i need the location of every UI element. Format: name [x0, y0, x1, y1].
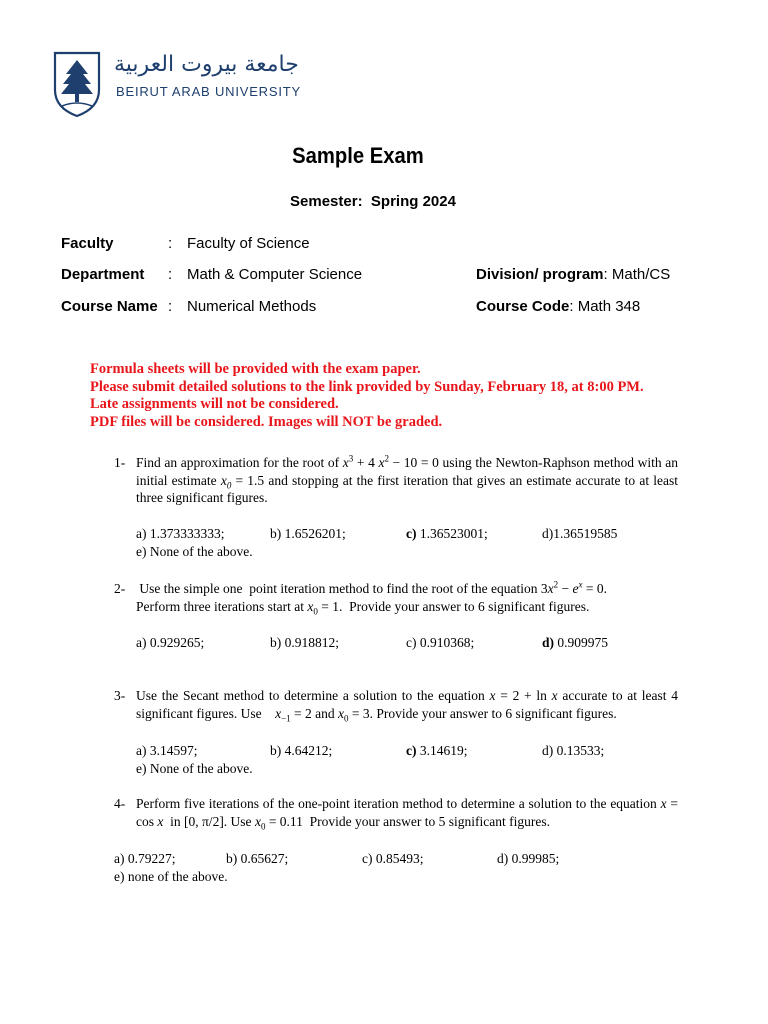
- option-value: 3.14619;: [419, 743, 468, 758]
- department-value: Math & Computer Science: [187, 266, 363, 283]
- cedar-shield-icon: [52, 50, 102, 118]
- page-title: Sample Exam: [292, 143, 424, 168]
- option-e: e) None of the above.: [136, 760, 253, 776]
- question-text: Find an approximation for the root of $x^3 + 4$ $x^2 - 10 = 0$ using the Newton-Raphson method with an initial estimate $x_0 = 1.5$ and stopping at the first iteration that gives an estimate accurate to at least three significant figures.: [136, 453, 679, 505]
- question-text: Use the Secant method to determine a solution to the equation x = 2 + ln x accurate to at least 4 significant figures. Use $x_{-1} = 2$ and $x_0 = 3$. Provide your answer to 6 significant figures.: [136, 688, 678, 724]
- university-name-arabic: جامعة بيروت العربية: [114, 52, 299, 77]
- option-b: b) 1.6526201;: [270, 526, 346, 541]
- notice-line: PDF files will be considered. Images will NOT be graded.: [90, 413, 443, 430]
- division-program: [476, 266, 670, 283]
- instructions-notice: [90, 361, 644, 431]
- question-number: 4-: [114, 796, 126, 811]
- faculty-label: Faculty: [61, 235, 114, 252]
- faculty-value: Faculty of Science: [187, 235, 310, 252]
- option-c: c) 0.910368;: [406, 635, 475, 650]
- course-code-value: : Math 348: [569, 298, 641, 315]
- option-letter: c): [406, 743, 417, 758]
- division-label: Division/ program: [476, 266, 604, 283]
- option-letter: d): [542, 635, 555, 650]
- question-text: Perform five iterations of the one-point iteration method to determine a solution to the equation x = cos x in [0, π/2]. Use $x_0 = 0.11$ Provide your answer to 5 significant figures.: [136, 796, 678, 832]
- course-code: [476, 298, 640, 315]
- option-d: [542, 634, 608, 652]
- question-number: 2-: [114, 581, 126, 596]
- option-b: b) 0.65627;: [226, 851, 289, 866]
- option-a: a) 0.79227;: [114, 851, 176, 866]
- option-b: b) 0.918812;: [270, 635, 339, 650]
- course-name-colon: :: [168, 298, 173, 315]
- semester-label: Semester:: [290, 193, 363, 210]
- option-d: d) 0.13533;: [542, 743, 605, 758]
- option-value: 0.909975: [557, 635, 609, 650]
- question-number: 3-: [114, 688, 126, 703]
- course-name-label: Course Name: [61, 298, 158, 315]
- option-c: c) 0.85493;: [362, 851, 424, 866]
- option-e: e) None of the above.: [136, 543, 253, 559]
- notice-line: Late assignments will not be considered.: [90, 396, 339, 412]
- question-text: Use the simple one point iteration method to find the root of the equation $3x^2 - e^x = 0$. Perform three iterations start at $x_0 = 1$. Provide your answer to 6 significant figures.: [136, 579, 608, 617]
- course-code-label: Course Code: [476, 298, 570, 315]
- option-c: [406, 742, 468, 760]
- option-a: a) 1.373333333;: [136, 526, 225, 541]
- option-d: d)1.36519585: [542, 526, 618, 541]
- department-colon: :: [168, 266, 173, 283]
- option-e: e) none of the above.: [114, 868, 228, 884]
- university-logo: [52, 50, 302, 120]
- option-c: [406, 525, 488, 543]
- question-number: 1-: [114, 455, 126, 470]
- division-value: : Math/CS: [603, 266, 671, 283]
- option-a: a) 3.14597;: [136, 743, 198, 758]
- notice-line: Formula sheets will be provided with the exam paper.: [90, 361, 421, 377]
- option-a: a) 0.929265;: [136, 635, 205, 650]
- faculty-colon: :: [168, 235, 173, 252]
- option-letter: c): [406, 526, 417, 541]
- department-label: Department: [61, 266, 145, 283]
- semester-line: [0, 193, 746, 210]
- option-b: b) 4.64212;: [270, 743, 333, 758]
- option-value: 1.36523001;: [419, 526, 488, 541]
- course-name-value: Numerical Methods: [187, 298, 317, 315]
- semester-value: Spring 2024: [370, 193, 456, 210]
- university-name-english: BEIRUT ARAB UNIVERSITY: [116, 84, 301, 99]
- option-d: d) 0.99985;: [497, 851, 560, 866]
- notice-line: Please submit detailed solutions to the link provided by Sunday, February 18, at 8:00 PM.: [90, 378, 644, 395]
